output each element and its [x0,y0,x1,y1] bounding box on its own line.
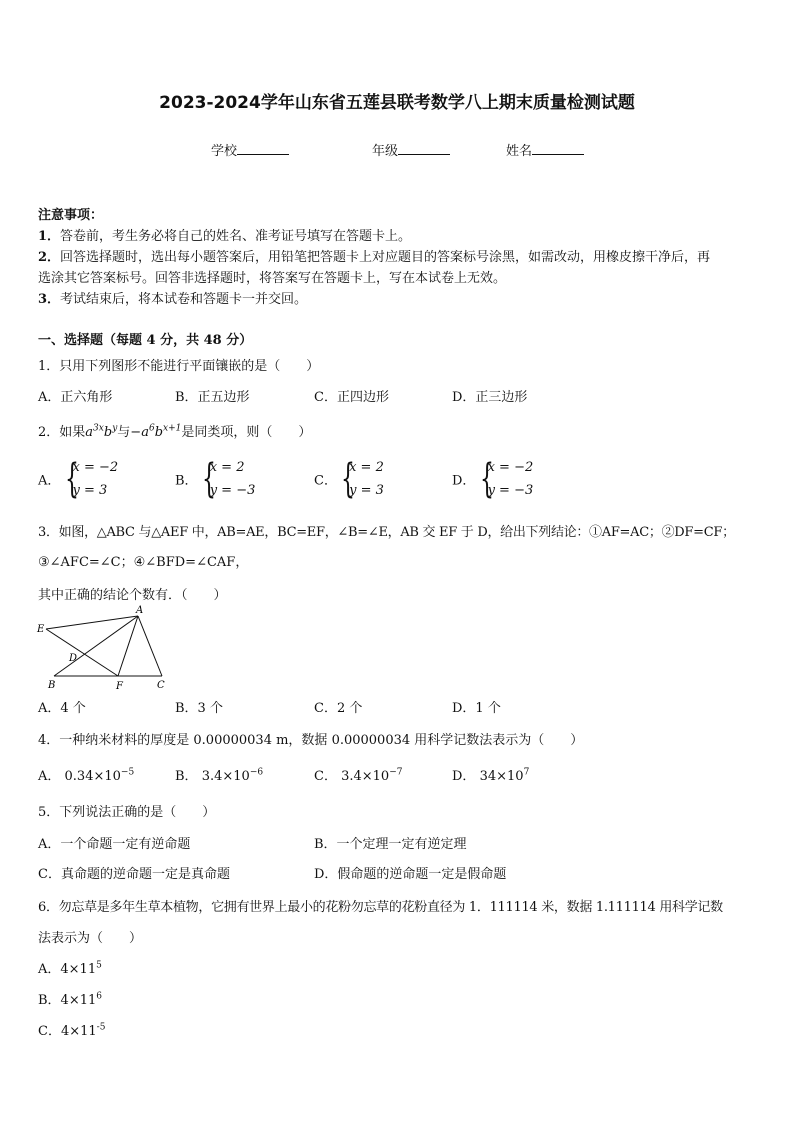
q2-d-eq1: x = −2 [487,460,534,475]
q2-b-eq2: y = −3 [209,483,256,498]
q5-option-d[interactable]: D．假命题的逆命题一定是假命题 [314,867,507,882]
q5-option-b[interactable]: B．一个定理一定有逆定理 [314,837,467,852]
q2-option-d-system [480,456,534,502]
q4-option-c-label: C． [314,769,337,784]
question-3-stem-line-1: 3．如图，△ABC 与△AEF 中，AB=AE，BC=EF，∠B=∠E，AB 交 EF 于 D，给出下列结论：①AF=AC；②DF=CF； [38,525,735,540]
q3-option-d[interactable]: D．1 个 [452,701,501,716]
q2-option-b-label: B． [175,473,198,489]
notice-item-2-number: 2． [38,250,61,265]
question-6-stem-line-2: 法表示为（ ） [38,931,143,946]
name-blank[interactable] [532,142,584,155]
q1-option-b[interactable]: B．正五边形 [175,390,250,405]
grade-field [372,140,450,159]
name-label: 姓名 [506,144,533,159]
q2-a-eq2: y = 3 [72,483,108,498]
segment-AC [138,616,162,676]
triangle-figure [34,604,174,692]
q1-option-d[interactable]: D．正三边形 [452,390,528,405]
point-label-F: F [116,681,123,692]
question-3-stem-line-2: ③∠AFC=∠C；④∠BFD=∠CAF， [38,555,249,570]
q6-option-c-text: C．4×11 [38,1024,97,1039]
q6-option-a-exponent: 5 [96,960,102,971]
q2-option-a-label: A． [38,473,61,489]
q2-b-eq1: x = 2 [209,460,245,475]
q2-c-eq2: y = 3 [349,483,384,498]
notice-item-3-number: 3． [38,292,61,307]
q4-option-d[interactable] [452,765,529,784]
q2-option-b-system [202,456,256,502]
notice-item-2 [38,246,710,265]
q2-option-c[interactable] [314,456,384,502]
q4-option-a-label: A． [38,769,61,784]
segment-EA [46,616,138,629]
q4-option-a-exponent: −5 [120,767,135,778]
q4-option-c-value: 3.4×10 [341,769,390,784]
q4-option-a-value: 0.34×10 [64,769,121,784]
q2-option-d-label: D． [452,473,476,489]
brace-icon: { [479,456,494,502]
question-4-stem: 4．一种纳米材料的厚度是 0.00000034 m，数据 0.00000034 用科学记数法表示为（ ） [38,733,584,748]
q4-option-c-exponent: −7 [389,767,403,778]
notice-item-1 [38,225,411,244]
q4-option-b-label: B． [175,769,198,784]
q6-option-c[interactable] [38,1020,105,1039]
question-5-stem: 5．下列说法正确的是（ ） [38,805,216,820]
name-field [506,140,584,159]
q5-option-c[interactable]: C．真命题的逆命题一定是真命题 [38,867,230,882]
point-label-B: B [48,680,56,691]
q2-c-eq1: x = 2 [349,460,384,475]
q4-option-b-exponent: −6 [249,767,264,778]
q2-option-c-system [341,456,384,502]
brace-icon: { [341,456,356,502]
q4-option-d-label: D． [452,769,476,784]
q2-option-b[interactable] [175,456,255,502]
q3-option-b[interactable]: B．3 个 [175,701,223,716]
q2-prefix: 2．如果 [38,425,86,440]
school-field [211,140,289,159]
q2-term-1: $a^{3x}b^y$ [85,423,118,440]
q6-option-b-text: B．4×11 [38,993,97,1008]
brace-icon: { [64,456,79,502]
q2-a-eq1: x = −2 [72,460,119,475]
q2-option-d[interactable] [452,456,533,502]
q4-option-b-value: 3.4×10 [201,769,250,784]
segment-AB [54,616,138,676]
grade-blank[interactable] [398,142,450,155]
notice-item-1-text: 答卷前，考生务必将自己的姓名、准考证号填写在答题卡上。 [60,229,412,244]
point-label-D: D [69,653,78,664]
notice-item-3 [38,288,307,307]
q4-option-d-exponent: 7 [523,767,530,778]
q2-d-eq2: y = −3 [487,483,534,498]
notice-item-3-text: 考试结束后，将本试卷和答题卡一并交回。 [60,292,308,307]
question-3-stem-line-3: 其中正确的结论个数有．（ ） [38,588,227,603]
question-6-stem-line-1: 6．勿忘草是多年生草本植物，它拥有世界上最小的花粉勿忘草的花粉直径为 1．111114 米，数据 1.111114 用科学记数 [38,900,723,915]
segment-EF [46,629,118,676]
q3-option-a[interactable]: A．4 个 [38,701,86,716]
point-label-A: A [136,605,144,616]
q1-option-a[interactable]: A．正六角形 [38,390,113,405]
school-label: 学校 [211,144,238,159]
point-label-C: C [157,680,165,691]
q2-term-2: $-a^6b^{x+1}$ [130,423,182,440]
question-1-stem: 1．只用下列图形不能进行平面镶嵌的是（ ） [38,359,320,374]
q4-option-d-value: 34×10 [479,769,524,784]
grade-label: 年级 [372,144,399,159]
segment-AF [118,616,138,676]
notice-item-1-number: 1． [38,229,61,244]
q2-suffix: 是同类项，则（ ） [181,425,312,440]
q2-option-a[interactable] [38,456,118,502]
point-label-E: E [37,624,45,635]
q6-option-b-exponent: 6 [96,991,102,1002]
q6-option-a-text: A．4×11 [38,962,97,977]
page-title: 2023-2024学年山东省五莲县联考数学八上期末质量检测试题 [159,93,635,113]
question-2-stem [38,421,311,440]
q4-option-c[interactable] [314,765,402,784]
section-heading: 一、选择题（每题 4 分，共 48 分） [38,333,253,348]
q4-option-b[interactable] [175,765,263,784]
q2-option-c-label: C． [314,473,337,489]
brace-icon: { [201,456,216,502]
q5-option-a[interactable]: A．一个命题一定有逆命题 [38,837,191,852]
q2-connector: 与 [117,425,131,440]
q2-option-a-system [65,456,119,502]
notice-item-2-cont: 选涂其它答案标号。回答非选择题时，将答案写在答题卡上，写在本试卷上无效。 [38,271,507,286]
q1-option-c[interactable]: C．正四边形 [314,390,389,405]
q6-option-a[interactable] [38,958,102,977]
q6-option-b[interactable] [38,989,102,1008]
notice-heading: 注意事项： [38,208,104,223]
q4-option-a[interactable] [38,765,134,784]
q3-option-c[interactable]: C．2 个 [314,701,363,716]
notice-item-2-text: 回答选择题时，选出每小题答案后，用铅笔把答题卡上对应题目的答案标号涂黑，如需改动，用橡皮擦干净后，再 [60,250,711,265]
school-blank[interactable] [237,142,289,155]
q6-option-c-exponent: -5 [96,1022,106,1033]
